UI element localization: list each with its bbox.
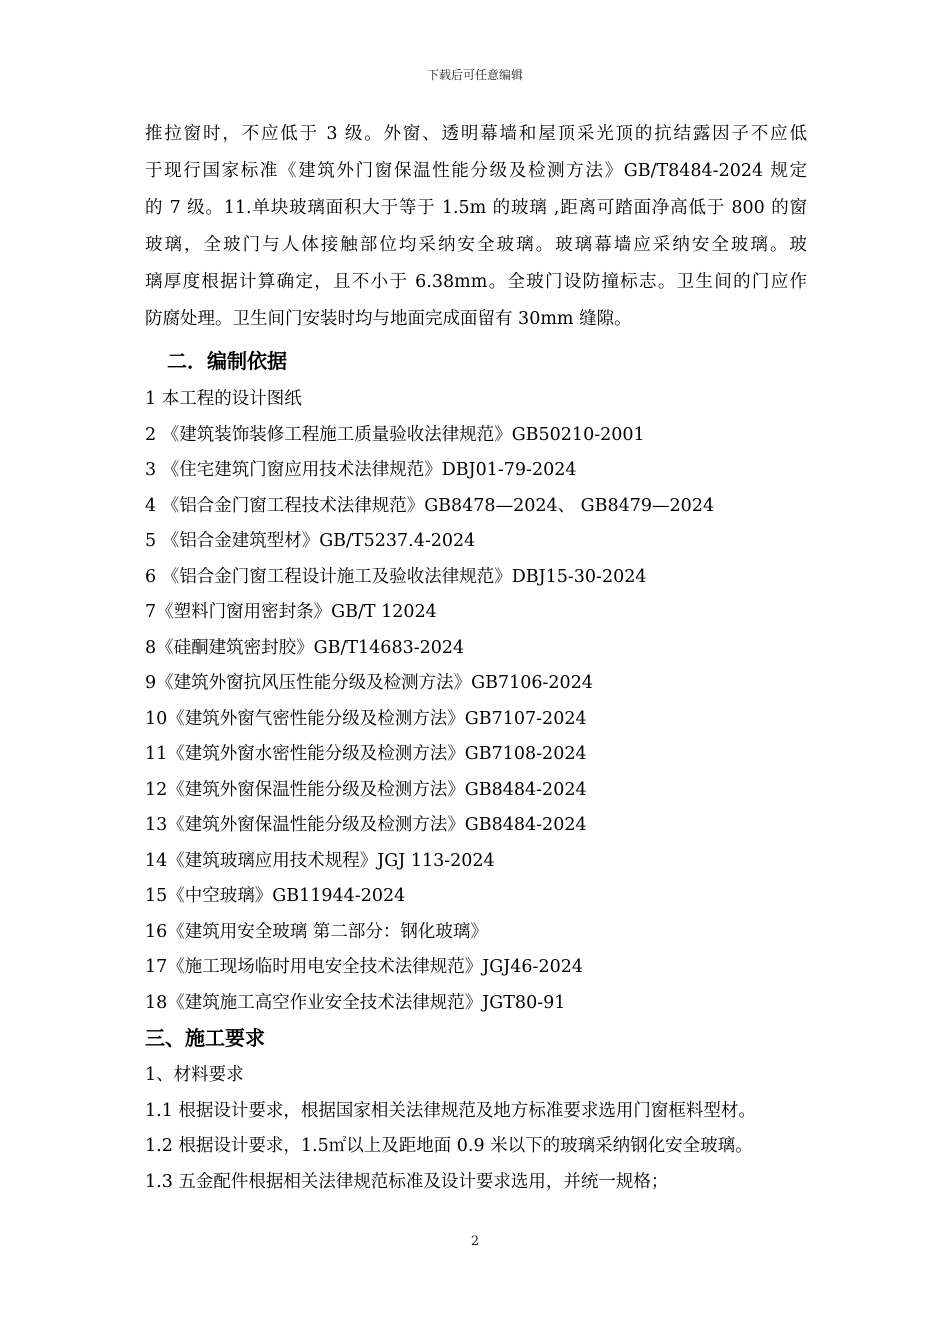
list-item: 17《施工现场临时用电安全技术法律规范》JGJ46-2024 <box>145 957 583 977</box>
paragraph-line: 于现行国家标准《建筑外门窗保温性能分级及检测方法》GB/T8484-2024 规定 <box>145 161 807 181</box>
page-number: 2 <box>470 1234 480 1249</box>
list-item: 4 《铝合金门窗工程技术法律规范》GB8478—2024、 GB8479—2024 <box>145 496 715 516</box>
list-item: 16《建筑用安全玻璃 第二部分：钢化玻璃》 <box>145 922 488 942</box>
list-item: 15《中空玻璃》GB11944-2024 <box>145 886 406 906</box>
intro-paragraph <box>145 116 807 338</box>
list-item: 14《建筑玻璃应用技术规程》JGJ 113-2024 <box>145 851 495 871</box>
list-item: 12《建筑外窗保温性能分级及检测方法》GB8484-2024 <box>145 780 587 800</box>
list-item: 2 《建筑装饰装修工程施工质量验收法律规范》GB50210-2001 <box>145 425 645 445</box>
paragraph-line: 防腐处理。卫生间门安装时均与地面完成面留有 30mm 缝隙。 <box>145 309 632 329</box>
list-item: 7《塑料门窗用密封条》GB/T 12024 <box>145 602 437 622</box>
list-item: 13《建筑外窗保温性能分级及检测方法》GB8484-2024 <box>145 815 587 835</box>
list-item: 1、材料要求 <box>145 1065 244 1085</box>
list-item: 8《硅酮建筑密封胶》GB/T14683-2024 <box>145 638 465 658</box>
section-heading-requirements: 三、施工要求 <box>145 1026 265 1050</box>
paragraph-line: 推拉窗时，不应低于 3 级。外窗、透明幕墙和屋顶采光顶的抗结露因子不应低 <box>145 124 807 144</box>
paragraph-line: 玻璃，全玻门与人体接触部位均采纳安全玻璃。玻璃幕墙应采纳安全玻璃。玻 <box>145 235 807 255</box>
list-item: 1.1 根据设计要求，根据国家相关法律规范及地方标准要求选用门窗框料型材。 <box>145 1101 756 1121</box>
list-item: 1.2 根据设计要求，1.5㎡以上及距地面 0.9 米以下的玻璃采纳钢化安全玻璃。 <box>145 1136 753 1156</box>
list-item: 10《建筑外窗气密性能分级及检测方法》GB7107-2024 <box>145 709 587 729</box>
paragraph-line: 璃厚度根据计算确定，且不小于 6.38mm。全玻门设防撞标志。卫生间的门应作 <box>145 272 807 292</box>
section-heading-basis: 二．编制依据 <box>167 349 287 373</box>
list-item: 1.3 五金配件根据相关法律规范标准及设计要求选用，并统一规格； <box>145 1172 669 1192</box>
list-item: 3 《住宅建筑门窗应用技术法律规范》DBJ01-79-2024 <box>145 460 577 480</box>
list-item: 9《建筑外窗抗风压性能分级及检测方法》GB7106-2024 <box>145 673 593 693</box>
list-item: 11《建筑外窗水密性能分级及检测方法》GB7108-2024 <box>145 744 587 764</box>
paragraph-line: 的 7 级。11.单块玻璃面积大于等于 1.5m 的玻璃 ,距离可踏面净高低于 800 的窗 <box>145 198 807 218</box>
list-item: 18《建筑施工高空作业安全技术法律规范》JGT80-91 <box>145 993 566 1013</box>
list-item: 5 《铝合金建筑型材》GB/T5237.4-2024 <box>145 531 476 551</box>
list-item: 6 《铝合金门窗工程设计施工及验收法律规范》DBJ15-30-2024 <box>145 567 647 587</box>
page-header: 下载后可任意编辑 <box>426 68 523 82</box>
list-item: 1 本工程的设计图纸 <box>145 389 302 409</box>
